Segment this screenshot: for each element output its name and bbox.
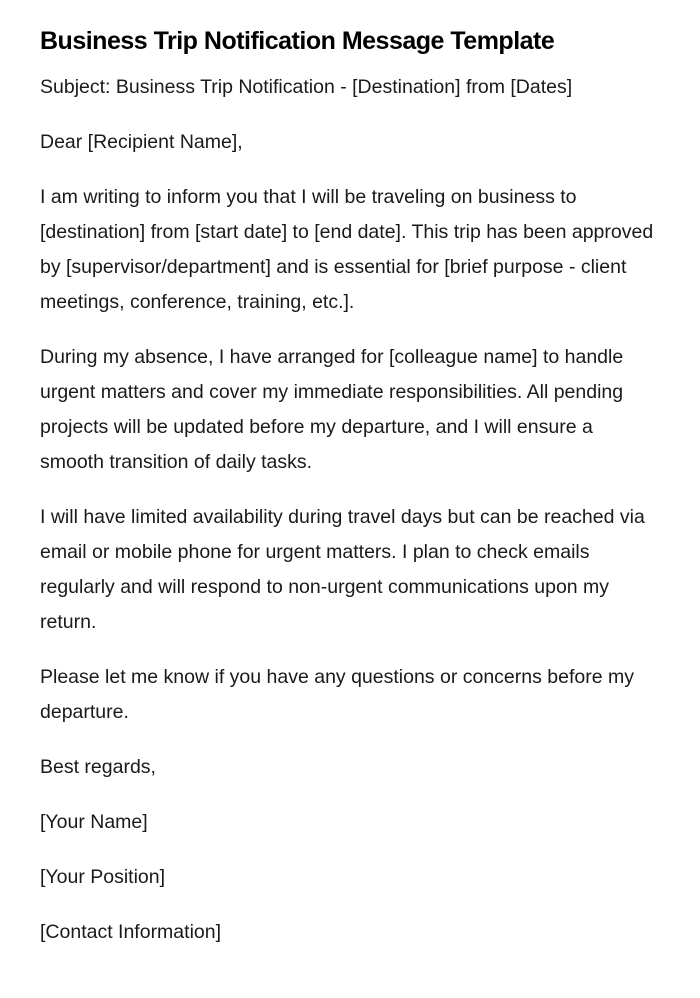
subject-line: Subject: Business Trip Notification - [Destination] from [Dates]	[40, 76, 573, 98]
body-paragraph-4: Please let me know if you have any questions or concerns before my departure.	[40, 666, 634, 723]
body-paragraph-1: I am writing to inform you that I will be traveling on business to [destination] from [start date] to [end date]. This trip has been approved by [supervisor/department] and is essential for [brief purpose - client meetings, conference, training, etc.].	[40, 186, 654, 313]
greeting: Dear [Recipient Name],	[40, 131, 243, 153]
body-paragraph-2: During my absence, I have arranged for [colleague name] to handle urgent matters and cover my immediate responsibilities. All pending projects will be updated before my departure, and I will ensure a smooth transition of daily tasks.	[40, 346, 624, 473]
signature-position: [Your Position]	[40, 866, 166, 888]
signature-contact: [Contact Information]	[40, 921, 222, 943]
page-title: Business Trip Notification Message Template	[40, 27, 555, 55]
closing: Best regards,	[40, 756, 156, 778]
signature-name: [Your Name]	[40, 811, 148, 833]
body-paragraph-3: I will have limited availability during travel days but can be reached via email or mobile phone for urgent matters. I plan to check emails regularly and will respond to non-urgent communications upon my return.	[40, 506, 645, 633]
